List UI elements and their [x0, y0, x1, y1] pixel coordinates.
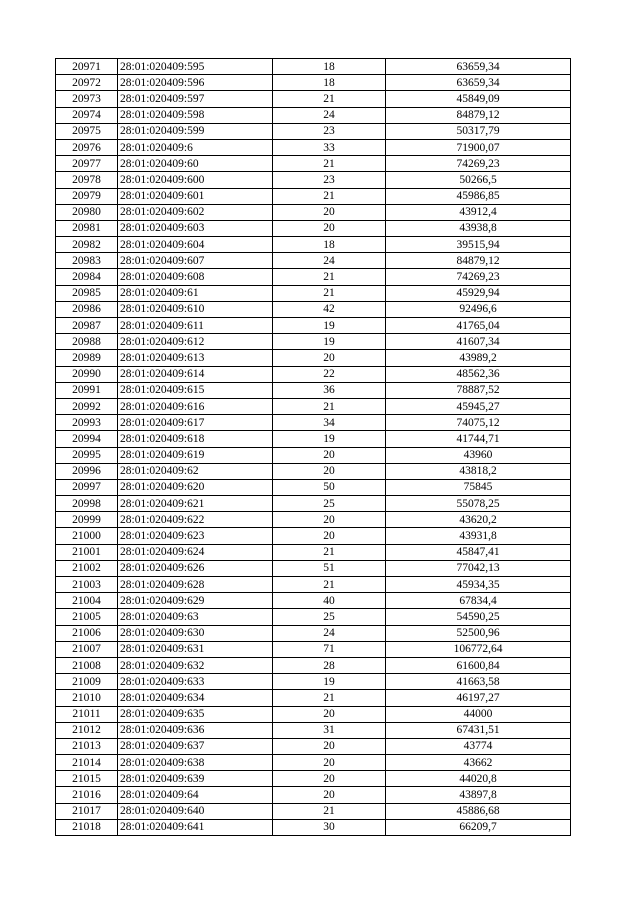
cadastral-number-cell: 28:01:020409:624 [118, 544, 273, 560]
cadastral-number-cell: 28:01:020409:632 [118, 657, 273, 673]
value-cell: 43662 [386, 755, 571, 771]
cadastral-number-cell: 28:01:020409:616 [118, 398, 273, 414]
value-cell: 45986,85 [386, 188, 571, 204]
area-cell: 24 [273, 625, 386, 641]
row-number-cell: 20987 [56, 318, 118, 334]
table-row [56, 253, 571, 269]
row-number-cell: 21002 [56, 560, 118, 576]
row-number-cell: 20979 [56, 188, 118, 204]
table-row [56, 593, 571, 609]
row-number-cell: 21015 [56, 771, 118, 787]
cadastral-number-cell: 28:01:020409:598 [118, 107, 273, 123]
area-cell: 18 [273, 59, 386, 75]
table-row [56, 463, 571, 479]
table-row [56, 220, 571, 236]
row-number-cell: 20990 [56, 366, 118, 382]
value-cell: 61600,84 [386, 657, 571, 673]
table-row [56, 528, 571, 544]
value-cell: 43931,8 [386, 528, 571, 544]
value-cell: 74269,23 [386, 156, 571, 172]
cadastral-number-cell: 28:01:020409:595 [118, 59, 273, 75]
area-cell: 34 [273, 415, 386, 431]
table-row [56, 771, 571, 787]
area-cell: 20 [273, 463, 386, 479]
cadastral-number-cell: 28:01:020409:596 [118, 75, 273, 91]
area-cell: 20 [273, 447, 386, 463]
row-number-cell: 21014 [56, 755, 118, 771]
row-number-cell: 21007 [56, 641, 118, 657]
row-number-cell: 21000 [56, 528, 118, 544]
value-cell: 84879,12 [386, 253, 571, 269]
value-cell: 45945,27 [386, 398, 571, 414]
table-row [56, 350, 571, 366]
value-cell: 45849,09 [386, 91, 571, 107]
row-number-cell: 21008 [56, 657, 118, 673]
row-number-cell: 21001 [56, 544, 118, 560]
value-cell: 84879,12 [386, 107, 571, 123]
table-row [56, 415, 571, 431]
area-cell: 20 [273, 771, 386, 787]
area-cell: 23 [273, 172, 386, 188]
row-number-cell: 21004 [56, 593, 118, 609]
cadastral-number-cell: 28:01:020409:628 [118, 577, 273, 593]
table-row [56, 706, 571, 722]
cadastral-number-cell: 28:01:020409:638 [118, 755, 273, 771]
area-cell: 21 [273, 577, 386, 593]
cadastral-number-cell: 28:01:020409:601 [118, 188, 273, 204]
table-row [56, 803, 571, 819]
table-row [56, 107, 571, 123]
area-cell: 25 [273, 496, 386, 512]
row-number-cell: 20985 [56, 285, 118, 301]
cadastral-number-cell: 28:01:020409:608 [118, 269, 273, 285]
cadastral-number-cell: 28:01:020409:619 [118, 447, 273, 463]
area-cell: 33 [273, 139, 386, 155]
value-cell: 92496,6 [386, 301, 571, 317]
area-cell: 20 [273, 787, 386, 803]
table-row [56, 819, 571, 835]
value-cell: 50317,79 [386, 123, 571, 139]
row-number-cell: 20975 [56, 123, 118, 139]
table-row [56, 560, 571, 576]
table-row [56, 657, 571, 673]
area-cell: 20 [273, 738, 386, 754]
row-number-cell: 21006 [56, 625, 118, 641]
cadastral-number-cell: 28:01:020409:621 [118, 496, 273, 512]
cadastral-number-cell: 28:01:020409:635 [118, 706, 273, 722]
value-cell: 44020,8 [386, 771, 571, 787]
value-cell: 43774 [386, 738, 571, 754]
area-cell: 21 [273, 156, 386, 172]
row-number-cell: 20984 [56, 269, 118, 285]
value-cell: 71900,07 [386, 139, 571, 155]
table-row [56, 641, 571, 657]
value-cell: 43818,2 [386, 463, 571, 479]
area-cell: 21 [273, 544, 386, 560]
value-cell: 77042,13 [386, 560, 571, 576]
cadastral-number-cell: 28:01:020409:634 [118, 690, 273, 706]
value-cell: 41765,04 [386, 318, 571, 334]
table-row [56, 447, 571, 463]
table-row [56, 237, 571, 253]
area-cell: 20 [273, 204, 386, 220]
cadastral-number-cell: 28:01:020409:604 [118, 237, 273, 253]
cadastral-number-cell: 28:01:020409:626 [118, 560, 273, 576]
area-cell: 20 [273, 755, 386, 771]
cadastral-number-cell: 28:01:020409:63 [118, 609, 273, 625]
cadastral-number-cell: 28:01:020409:640 [118, 803, 273, 819]
cadastral-number-cell: 28:01:020409:620 [118, 479, 273, 495]
value-cell: 41744,71 [386, 431, 571, 447]
row-number-cell: 20982 [56, 237, 118, 253]
area-cell: 42 [273, 301, 386, 317]
table-row [56, 269, 571, 285]
row-number-cell: 21005 [56, 609, 118, 625]
row-number-cell: 21018 [56, 819, 118, 835]
cadastral-number-cell: 28:01:020409:61 [118, 285, 273, 301]
row-number-cell: 20980 [56, 204, 118, 220]
table-row [56, 625, 571, 641]
area-cell: 21 [273, 91, 386, 107]
table-body [56, 59, 571, 836]
row-number-cell: 21010 [56, 690, 118, 706]
table-row [56, 366, 571, 382]
area-cell: 19 [273, 674, 386, 690]
area-cell: 18 [273, 237, 386, 253]
table-row [56, 139, 571, 155]
cadastral-number-cell: 28:01:020409:603 [118, 220, 273, 236]
value-cell: 43620,2 [386, 512, 571, 528]
table-row [56, 722, 571, 738]
table-row [56, 334, 571, 350]
area-cell: 71 [273, 641, 386, 657]
row-number-cell: 21011 [56, 706, 118, 722]
value-cell: 43960 [386, 447, 571, 463]
value-cell: 106772,64 [386, 641, 571, 657]
cadastral-number-cell: 28:01:020409:610 [118, 301, 273, 317]
table-row [56, 398, 571, 414]
cadastral-number-cell: 28:01:020409:617 [118, 415, 273, 431]
table-row [56, 75, 571, 91]
table-row [56, 787, 571, 803]
table-row [56, 188, 571, 204]
row-number-cell: 20995 [56, 447, 118, 463]
area-cell: 36 [273, 382, 386, 398]
value-cell: 52500,96 [386, 625, 571, 641]
row-number-cell: 20983 [56, 253, 118, 269]
value-cell: 43912,4 [386, 204, 571, 220]
table-row [56, 609, 571, 625]
area-cell: 28 [273, 657, 386, 673]
cadastral-number-cell: 28:01:020409:618 [118, 431, 273, 447]
area-cell: 22 [273, 366, 386, 382]
row-number-cell: 21012 [56, 722, 118, 738]
table-row [56, 738, 571, 754]
value-cell: 67431,51 [386, 722, 571, 738]
table-row [56, 123, 571, 139]
area-cell: 20 [273, 706, 386, 722]
cadastral-number-cell: 28:01:020409:637 [118, 738, 273, 754]
row-number-cell: 20986 [56, 301, 118, 317]
area-cell: 20 [273, 512, 386, 528]
area-cell: 50 [273, 479, 386, 495]
area-cell: 40 [273, 593, 386, 609]
value-cell: 45847,41 [386, 544, 571, 560]
cadastral-number-cell: 28:01:020409:630 [118, 625, 273, 641]
value-cell: 50266,5 [386, 172, 571, 188]
area-cell: 24 [273, 253, 386, 269]
area-cell: 21 [273, 188, 386, 204]
row-number-cell: 21009 [56, 674, 118, 690]
table-row [56, 479, 571, 495]
area-cell: 21 [273, 285, 386, 301]
cadastral-number-cell: 28:01:020409:622 [118, 512, 273, 528]
cadastral-number-cell: 28:01:020409:612 [118, 334, 273, 350]
row-number-cell: 20999 [56, 512, 118, 528]
area-cell: 21 [273, 690, 386, 706]
table-row [56, 431, 571, 447]
area-cell: 20 [273, 528, 386, 544]
table-row [56, 382, 571, 398]
value-cell: 45934,35 [386, 577, 571, 593]
value-cell: 78887,52 [386, 382, 571, 398]
value-cell: 44000 [386, 706, 571, 722]
cadastral-number-cell: 28:01:020409:600 [118, 172, 273, 188]
area-cell: 21 [273, 269, 386, 285]
cadastral-number-cell: 28:01:020409:639 [118, 771, 273, 787]
table-row [56, 690, 571, 706]
row-number-cell: 20977 [56, 156, 118, 172]
value-cell: 63659,34 [386, 75, 571, 91]
cadastral-number-cell: 28:01:020409:633 [118, 674, 273, 690]
value-cell: 43897,8 [386, 787, 571, 803]
row-number-cell: 20996 [56, 463, 118, 479]
table-row [56, 285, 571, 301]
table-row [56, 156, 571, 172]
value-cell: 75845 [386, 479, 571, 495]
cadastral-number-cell: 28:01:020409:615 [118, 382, 273, 398]
table-row [56, 301, 571, 317]
table-row [56, 496, 571, 512]
row-number-cell: 21003 [56, 577, 118, 593]
table-row [56, 577, 571, 593]
area-cell: 21 [273, 398, 386, 414]
value-cell: 74269,23 [386, 269, 571, 285]
row-number-cell: 20993 [56, 415, 118, 431]
row-number-cell: 20998 [56, 496, 118, 512]
cadastral-number-cell: 28:01:020409:631 [118, 641, 273, 657]
cadastral-number-cell: 28:01:020409:60 [118, 156, 273, 172]
table-row [56, 172, 571, 188]
value-cell: 39515,94 [386, 237, 571, 253]
value-cell: 66209,7 [386, 819, 571, 835]
row-number-cell: 20974 [56, 107, 118, 123]
value-cell: 41607,34 [386, 334, 571, 350]
area-cell: 20 [273, 220, 386, 236]
table-row [56, 204, 571, 220]
area-cell: 30 [273, 819, 386, 835]
cadastral-table [55, 58, 571, 836]
area-cell: 25 [273, 609, 386, 625]
row-number-cell: 21017 [56, 803, 118, 819]
row-number-cell: 20988 [56, 334, 118, 350]
row-number-cell: 20981 [56, 220, 118, 236]
area-cell: 23 [273, 123, 386, 139]
value-cell: 63659,34 [386, 59, 571, 75]
table-row [56, 544, 571, 560]
row-number-cell: 20994 [56, 431, 118, 447]
area-cell: 24 [273, 107, 386, 123]
row-number-cell: 21013 [56, 738, 118, 754]
row-number-cell: 21016 [56, 787, 118, 803]
row-number-cell: 20989 [56, 350, 118, 366]
table-row [56, 755, 571, 771]
row-number-cell: 20991 [56, 382, 118, 398]
value-cell: 48562,36 [386, 366, 571, 382]
table-row [56, 318, 571, 334]
cadastral-number-cell: 28:01:020409:611 [118, 318, 273, 334]
value-cell: 74075,12 [386, 415, 571, 431]
row-number-cell: 20976 [56, 139, 118, 155]
cadastral-number-cell: 28:01:020409:641 [118, 819, 273, 835]
cadastral-number-cell: 28:01:020409:623 [118, 528, 273, 544]
table-row [56, 59, 571, 75]
cadastral-number-cell: 28:01:020409:607 [118, 253, 273, 269]
cadastral-number-cell: 28:01:020409:64 [118, 787, 273, 803]
cadastral-number-cell: 28:01:020409:629 [118, 593, 273, 609]
area-cell: 20 [273, 350, 386, 366]
area-cell: 19 [273, 318, 386, 334]
value-cell: 54590,25 [386, 609, 571, 625]
area-cell: 51 [273, 560, 386, 576]
cadastral-number-cell: 28:01:020409:6 [118, 139, 273, 155]
value-cell: 55078,25 [386, 496, 571, 512]
row-number-cell: 20997 [56, 479, 118, 495]
area-cell: 31 [273, 722, 386, 738]
value-cell: 67834,4 [386, 593, 571, 609]
value-cell: 46197,27 [386, 690, 571, 706]
row-number-cell: 20978 [56, 172, 118, 188]
cadastral-number-cell: 28:01:020409:614 [118, 366, 273, 382]
cadastral-number-cell: 28:01:020409:597 [118, 91, 273, 107]
row-number-cell: 20992 [56, 398, 118, 414]
value-cell: 45929,94 [386, 285, 571, 301]
cadastral-number-cell: 28:01:020409:613 [118, 350, 273, 366]
value-cell: 45886,68 [386, 803, 571, 819]
cadastral-number-cell: 28:01:020409:62 [118, 463, 273, 479]
value-cell: 43938,8 [386, 220, 571, 236]
row-number-cell: 20972 [56, 75, 118, 91]
value-cell: 41663,58 [386, 674, 571, 690]
row-number-cell: 20971 [56, 59, 118, 75]
area-cell: 19 [273, 334, 386, 350]
area-cell: 19 [273, 431, 386, 447]
cadastral-number-cell: 28:01:020409:636 [118, 722, 273, 738]
table-row [56, 91, 571, 107]
value-cell: 43989,2 [386, 350, 571, 366]
table-row [56, 674, 571, 690]
cadastral-number-cell: 28:01:020409:602 [118, 204, 273, 220]
row-number-cell: 20973 [56, 91, 118, 107]
table-row [56, 512, 571, 528]
area-cell: 18 [273, 75, 386, 91]
cadastral-number-cell: 28:01:020409:599 [118, 123, 273, 139]
area-cell: 21 [273, 803, 386, 819]
